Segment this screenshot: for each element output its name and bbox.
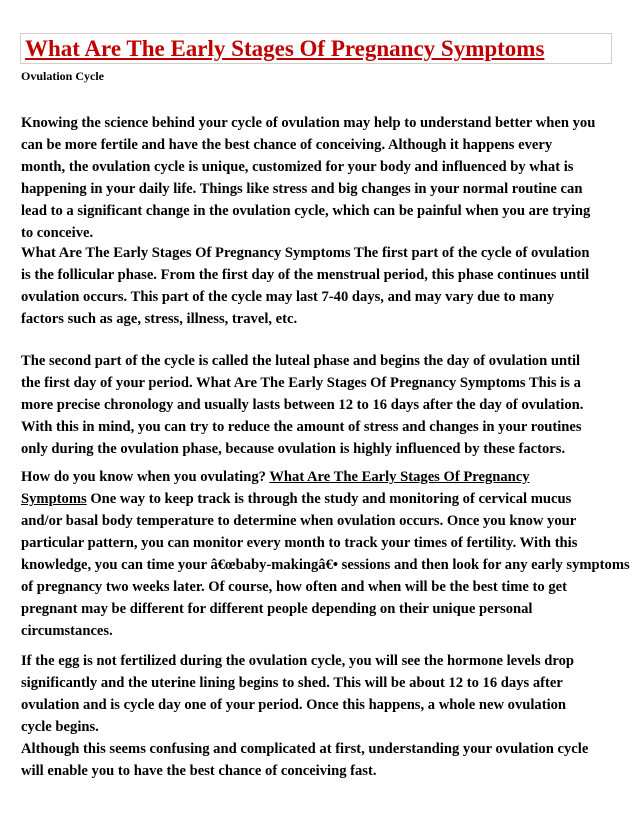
text-line: will enable you to have the best chance of conceiving fast. xyxy=(21,763,377,779)
body-text: One way to keep track is through the study and monitoring of cervical mucus xyxy=(86,491,572,507)
paragraph-follicular-phase xyxy=(21,242,589,330)
text-line: can be more fertile and have the best chance of conceiving. Although it happens every xyxy=(21,137,553,153)
text-line xyxy=(21,466,630,488)
paragraph-intro xyxy=(21,112,595,244)
text-line xyxy=(21,488,630,510)
text-line: happening in your daily life. Things like stress and big changes in your normal routine can xyxy=(21,181,583,197)
text-line: is the follicular phase. From the first day of the menstrual period, this phase continues until xyxy=(21,267,590,283)
text-line: only during the ovulation phase, because ovulation is highly influenced by these factors. xyxy=(21,441,566,457)
text-line: factors such as age, stress, illness, travel, etc. xyxy=(21,311,298,327)
question-text: How do you know when you ovulating? xyxy=(21,469,270,485)
text-line: What Are The Early Stages Of Pregnancy Symptoms The first part of the cycle of ovulation xyxy=(21,245,590,261)
paragraph-tracking-ovulation xyxy=(21,466,630,642)
title-link[interactable]: What Are The Early Stages Of Pregnancy xyxy=(269,469,530,485)
text-line: The second part of the cycle is called the luteal phase and begins the day of ovulation until xyxy=(21,353,581,369)
text-line: and/or basal body temperature to determine when ovulation occurs. Once you know your xyxy=(21,513,577,529)
text-line: If the egg is not fertilized during the ovulation cycle, you will see the hormone levels drop xyxy=(21,653,575,669)
text-line: ovulation and is cycle day one of your period. Once this happens, a whole new ovulation xyxy=(21,697,567,713)
title-link-continued[interactable]: Symptoms xyxy=(21,491,87,507)
paragraph-not-fertilized xyxy=(21,650,574,738)
text-line: circumstances. xyxy=(21,623,113,639)
text-line: more precise chronology and usually lasts between 12 to 16 days after the day of ovulation. xyxy=(21,397,584,413)
text-line: of pregnancy two weeks later. Of course, how often and when will be the best time to get xyxy=(21,579,567,595)
page-title: What Are The Early Stages Of Pregnancy Symptoms xyxy=(25,36,545,61)
text-line: pregnant may be different for different people depending on their unique personal xyxy=(21,601,533,617)
paragraph-conclusion xyxy=(21,738,588,782)
text-line: cycle begins. xyxy=(21,719,99,735)
text-line: particular pattern, you can monitor every month to track your times of fertility. With this xyxy=(21,535,578,551)
text-line: knowledge, you can time your â€œbaby-makingâ€• sessions and then look for any early symptoms xyxy=(21,557,630,573)
text-line: Although this seems confusing and complicated at first, understanding your ovulation cycle xyxy=(21,741,589,757)
text-line: Knowing the science behind your cycle of ovulation may help to understand better when you xyxy=(21,115,596,131)
text-line: lead to a significant change in the ovulation cycle, which can be painful when you are trying xyxy=(21,203,591,219)
paragraph-luteal-phase xyxy=(21,350,583,460)
text-line: With this in mind, you can try to reduce the amount of stress and changes in your routines xyxy=(21,419,582,435)
section-subtitle: Ovulation Cycle xyxy=(21,69,104,83)
text-line: the first day of your period. What Are The Early Stages Of Pregnancy Symptoms This is a xyxy=(21,375,581,391)
text-line: ovulation occurs. This part of the cycle may last 7-40 days, and may vary due to many xyxy=(21,289,555,305)
text-line: to conceive. xyxy=(21,225,94,241)
text-line: significantly and the uterine lining begins to shed. This will be about 12 to 16 days after xyxy=(21,675,563,691)
text-line: month, the ovulation cycle is unique, customized for your body and influenced by what is xyxy=(21,159,574,175)
